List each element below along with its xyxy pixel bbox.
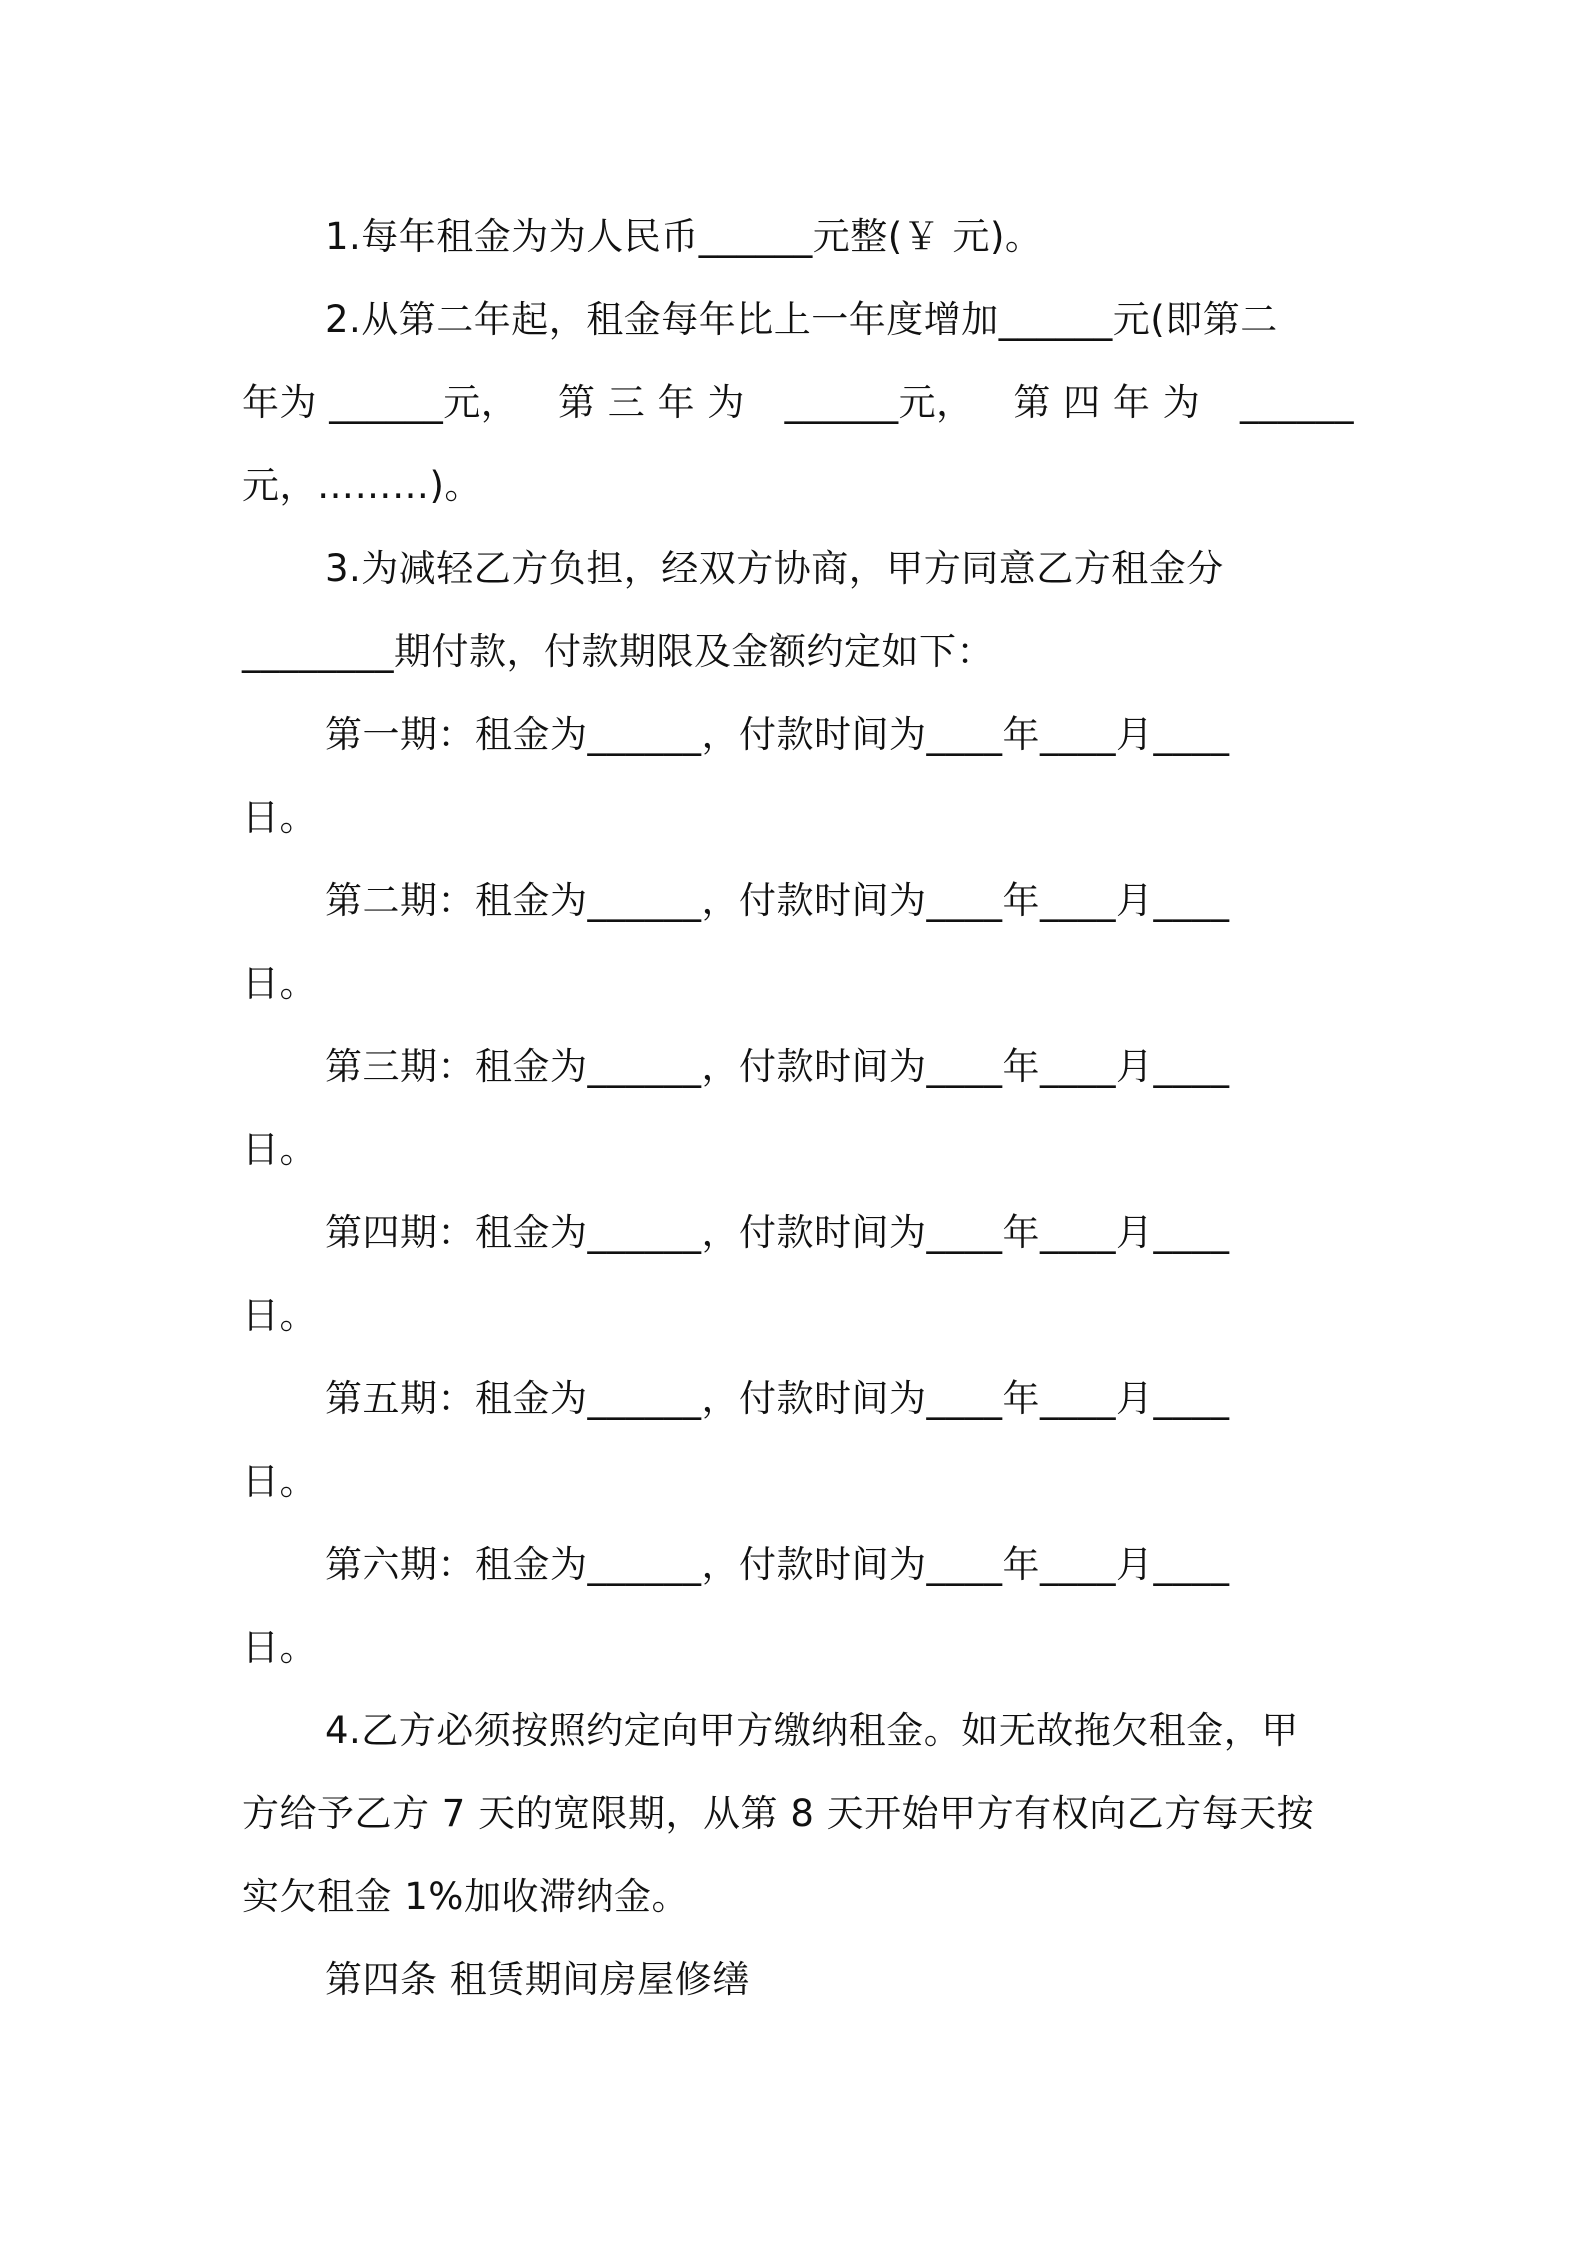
document-body	[242, 195, 1354, 2021]
clause-1: 1.每年租金为为人民币______元整(￥ 元)。	[325, 215, 1043, 258]
installment-5-end: 日。	[242, 1460, 317, 1503]
clause-2-line-2	[242, 361, 1354, 444]
clause-4-line-3: 实欠租金 1%加收滞纳金。	[242, 1875, 689, 1918]
clause-2-part-2: 第 三 年 为	[558, 381, 745, 424]
installment-4-end: 日。	[242, 1294, 317, 1337]
clause-2-line-1: 2.从第二年起，租金每年比上一年度增加______元(即第二	[325, 298, 1278, 341]
clause-3-line-2: ________期付款，付款期限及金额约定如下：	[242, 630, 994, 673]
clause-2-part-5: ______	[1239, 381, 1354, 424]
article-4-title: 第四条 租赁期间房屋修缮	[325, 1958, 750, 2001]
installment-2-end: 日。	[242, 962, 317, 1005]
installment-3-end: 日。	[242, 1128, 317, 1171]
clause-2-part-4: 第 四 年 为	[1013, 381, 1201, 424]
clause-3-line-1: 3.为减轻乙方负担，经双方协商，甲方同意乙方租金分	[325, 547, 1224, 590]
installment-1: 第一期：租金为______，付款时间为____年____月____	[325, 713, 1230, 756]
installment-6: 第六期：租金为______，付款时间为____年____月____	[325, 1543, 1230, 1586]
installment-2: 第二期：租金为______，付款时间为____年____月____	[325, 879, 1230, 922]
installment-4: 第四期：租金为______，付款时间为____年____月____	[325, 1211, 1230, 1254]
installment-3: 第三期：租金为______，付款时间为____年____月____	[325, 1045, 1230, 1088]
clause-4-line-1: 4.乙方必须按照约定向甲方缴纳租金。如无故拖欠租金，甲	[325, 1709, 1299, 1752]
clause-2-line-3: 元，………)。	[242, 464, 482, 507]
clause-4-line-2: 方给予乙方 7 天的宽限期，从第 8 天开始甲方有权向乙方每天按	[242, 1792, 1315, 1835]
installment-5: 第五期：租金为______，付款时间为____年____月____	[325, 1377, 1230, 1420]
clause-2-part-3: ______元，	[784, 381, 974, 424]
installment-6-end: 日。	[242, 1626, 317, 1669]
clause-2-part-1: 年为 ______元，	[242, 381, 519, 424]
installment-1-end: 日。	[242, 796, 317, 839]
